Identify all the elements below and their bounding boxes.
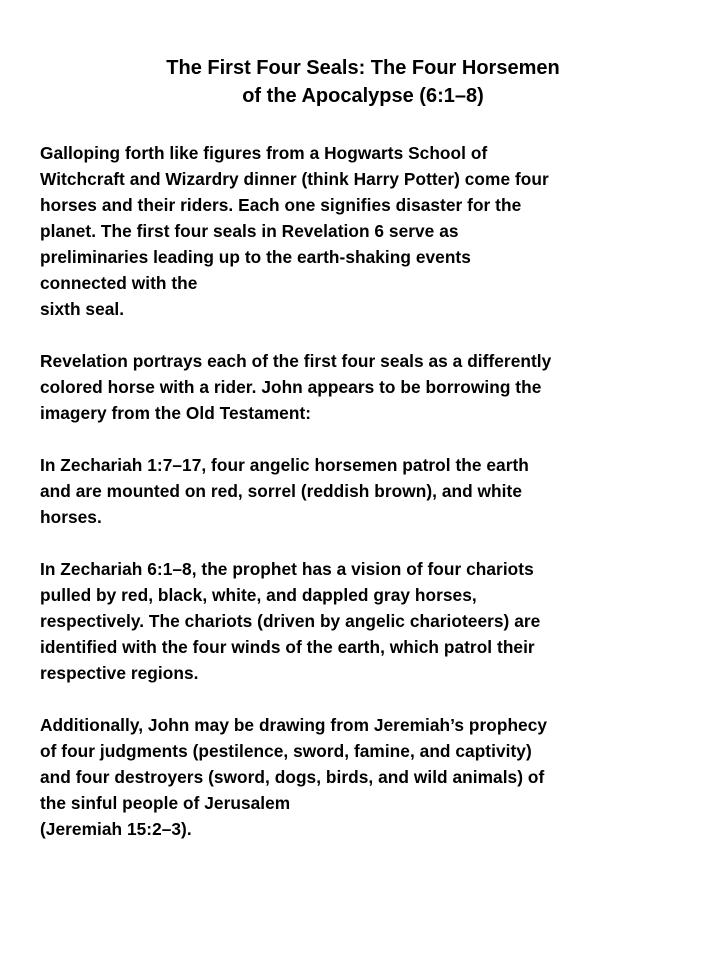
text-line: planet. The first four seals in Revelation 6 serve as — [40, 221, 459, 241]
text-line: and four destroyers (sword, dogs, birds, and wild animals) of — [40, 767, 545, 787]
text-line: the sinful people of Jerusalem — [40, 793, 291, 813]
paragraph-zechariah-1 — [40, 452, 680, 530]
text-line: and are mounted on red, sorrel (reddish brown), and white — [40, 481, 522, 501]
text-line: horses and their riders. Each one signifies disaster for the — [40, 195, 522, 215]
text-line: horses. — [40, 507, 102, 527]
text-line: In Zechariah 6:1–8, the prophet has a vision of four chariots — [40, 559, 534, 579]
document-page — [40, 54, 680, 868]
text-line: of four judgments (pestilence, sword, famine, and captivity) — [40, 741, 532, 761]
text-line: colored horse with a rider. John appears to be borrowing the — [40, 377, 542, 397]
text-line: Revelation portrays each of the first four seals as a differently — [40, 351, 552, 371]
text-line: connected with the — [40, 273, 198, 293]
text-line: respectively. The chariots (driven by angelic charioteers) are — [40, 611, 541, 631]
text-line: preliminaries leading up to the earth-shaking events — [40, 247, 471, 267]
document-body — [40, 140, 680, 842]
text-line: (Jeremiah 15:2–3). — [40, 819, 192, 839]
title-line: The First Four Seals: The Four Horsemen — [166, 57, 560, 79]
paragraph-zechariah-6 — [40, 556, 680, 686]
text-line: Additionally, John may be drawing from Jeremiah’s prophecy — [40, 715, 548, 735]
text-line: pulled by red, black, white, and dappled gray horses, — [40, 585, 477, 605]
text-line: respective regions. — [40, 663, 199, 683]
text-line: sixth seal. — [40, 299, 125, 319]
page-title — [40, 54, 680, 110]
title-line: of the Apocalypse (6:1–8) — [242, 85, 484, 107]
text-line: identified with the four winds of the earth, which patrol their — [40, 637, 535, 657]
paragraph-jeremiah — [40, 712, 680, 842]
paragraph-revelation — [40, 348, 680, 426]
text-line: Galloping forth like figures from a Hogwarts School of — [40, 143, 488, 163]
text-line: Witchcraft and Wizardry dinner (think Harry Potter) come four — [40, 169, 549, 189]
text-line: imagery from the Old Testament: — [40, 403, 312, 423]
paragraph-intro — [40, 140, 680, 322]
text-line: In Zechariah 1:7–17, four angelic horsemen patrol the earth — [40, 455, 529, 475]
